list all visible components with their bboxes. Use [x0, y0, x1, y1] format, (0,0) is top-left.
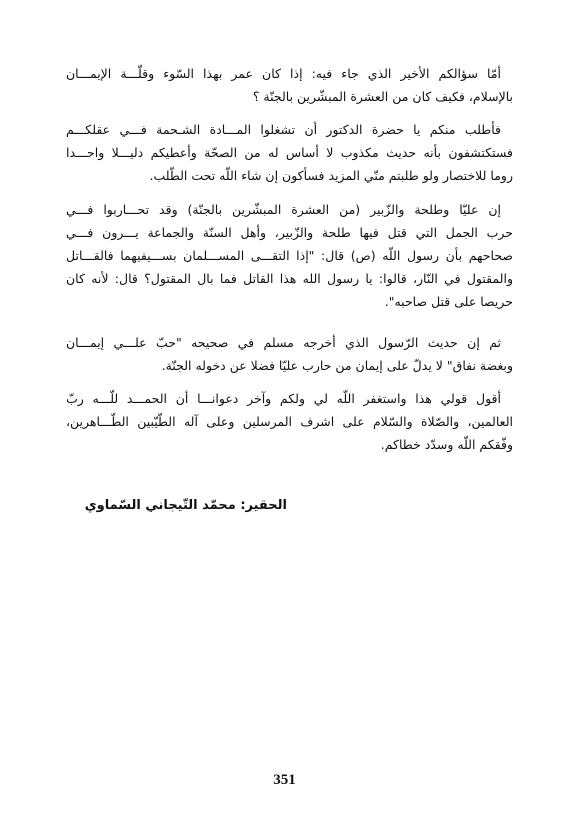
text-line: إن عليّا وطلحة والزّبير (من العشرة المبشّرين بالجنّة) وقد تحـــاربوا فـــي	[66, 202, 501, 217]
text-line: وفّقكم اللّه وسدّد خطاكم.	[380, 437, 513, 452]
text-line: فستكتشفون بأنه حديث مكذوب لا أساس له من الصحّة وأعطيكم دليـــلا واحـــدا	[66, 145, 513, 160]
text-line: فأطلب منكم يا حضرة الدكتور أن تشغلوا المـــادة الشـحمة فـــي عقلكـــم	[66, 122, 501, 137]
paragraph-3	[66, 198, 513, 313]
text-line: أمّا سؤالكم الأخير الذي جاء فيه: إذا كان عمر بهذا السّوء وقلّـــة الإيمـــان	[66, 66, 501, 81]
paragraph-5	[66, 387, 513, 456]
signature-text: الحقير: محمّد التّيجاني السّماوي	[84, 498, 287, 513]
signature-block	[66, 496, 513, 516]
page-number: 351	[273, 772, 296, 788]
text-line: روما للاختصار ولو طلبتم منّي المزيد فسأكون إن شاء اللّه تحت الطّلب.	[149, 168, 513, 183]
text-line: وبغضة نفاق" لا يدلّ على إيمان من حارب عليّا فضلا عن دخوله الجنّة.	[161, 358, 513, 373]
paragraph-4	[66, 331, 513, 377]
text-line: بالإسلام، فكيف كان من العشرة المبشّرين بالجنّة ؟	[252, 89, 513, 104]
text-line: حريصا على قتل صاحبه".	[384, 294, 513, 309]
text-line: ثم إن حديث الرّسول الذي أخرجه مسلم في صحيحه "حبّ علـــي إيمـــان	[66, 335, 501, 350]
text-line: والمقتول في النّار، قالوا: يا رسول الله هذا القاتل فما بال المقتول؟ قال: لأنه كان	[66, 271, 513, 286]
text-line: حرب الجمل التي قتل فيها طلحة والزّبير، وأهل السنّة والجماعة يـــرون فـــي	[66, 225, 513, 240]
paragraph-2	[66, 118, 513, 187]
text-line: أقول قولي هذا واستغفر اللّه لي ولكم وآخر دعوانـــا أن الحمـــد للّـــه ربّ	[66, 391, 501, 406]
paragraph-1	[66, 62, 513, 108]
text-line: صحاحهم بأن رسول اللّه (ص) قال: "إذا التقـــى المســـلمان بســـيفيهما فالقـــاتل	[66, 248, 513, 263]
text-line: العالمين، والصّلاة والسّلام على اشرف المرسلين وعلى آله الطّيّبين الطّـــاهرين،	[66, 414, 513, 429]
